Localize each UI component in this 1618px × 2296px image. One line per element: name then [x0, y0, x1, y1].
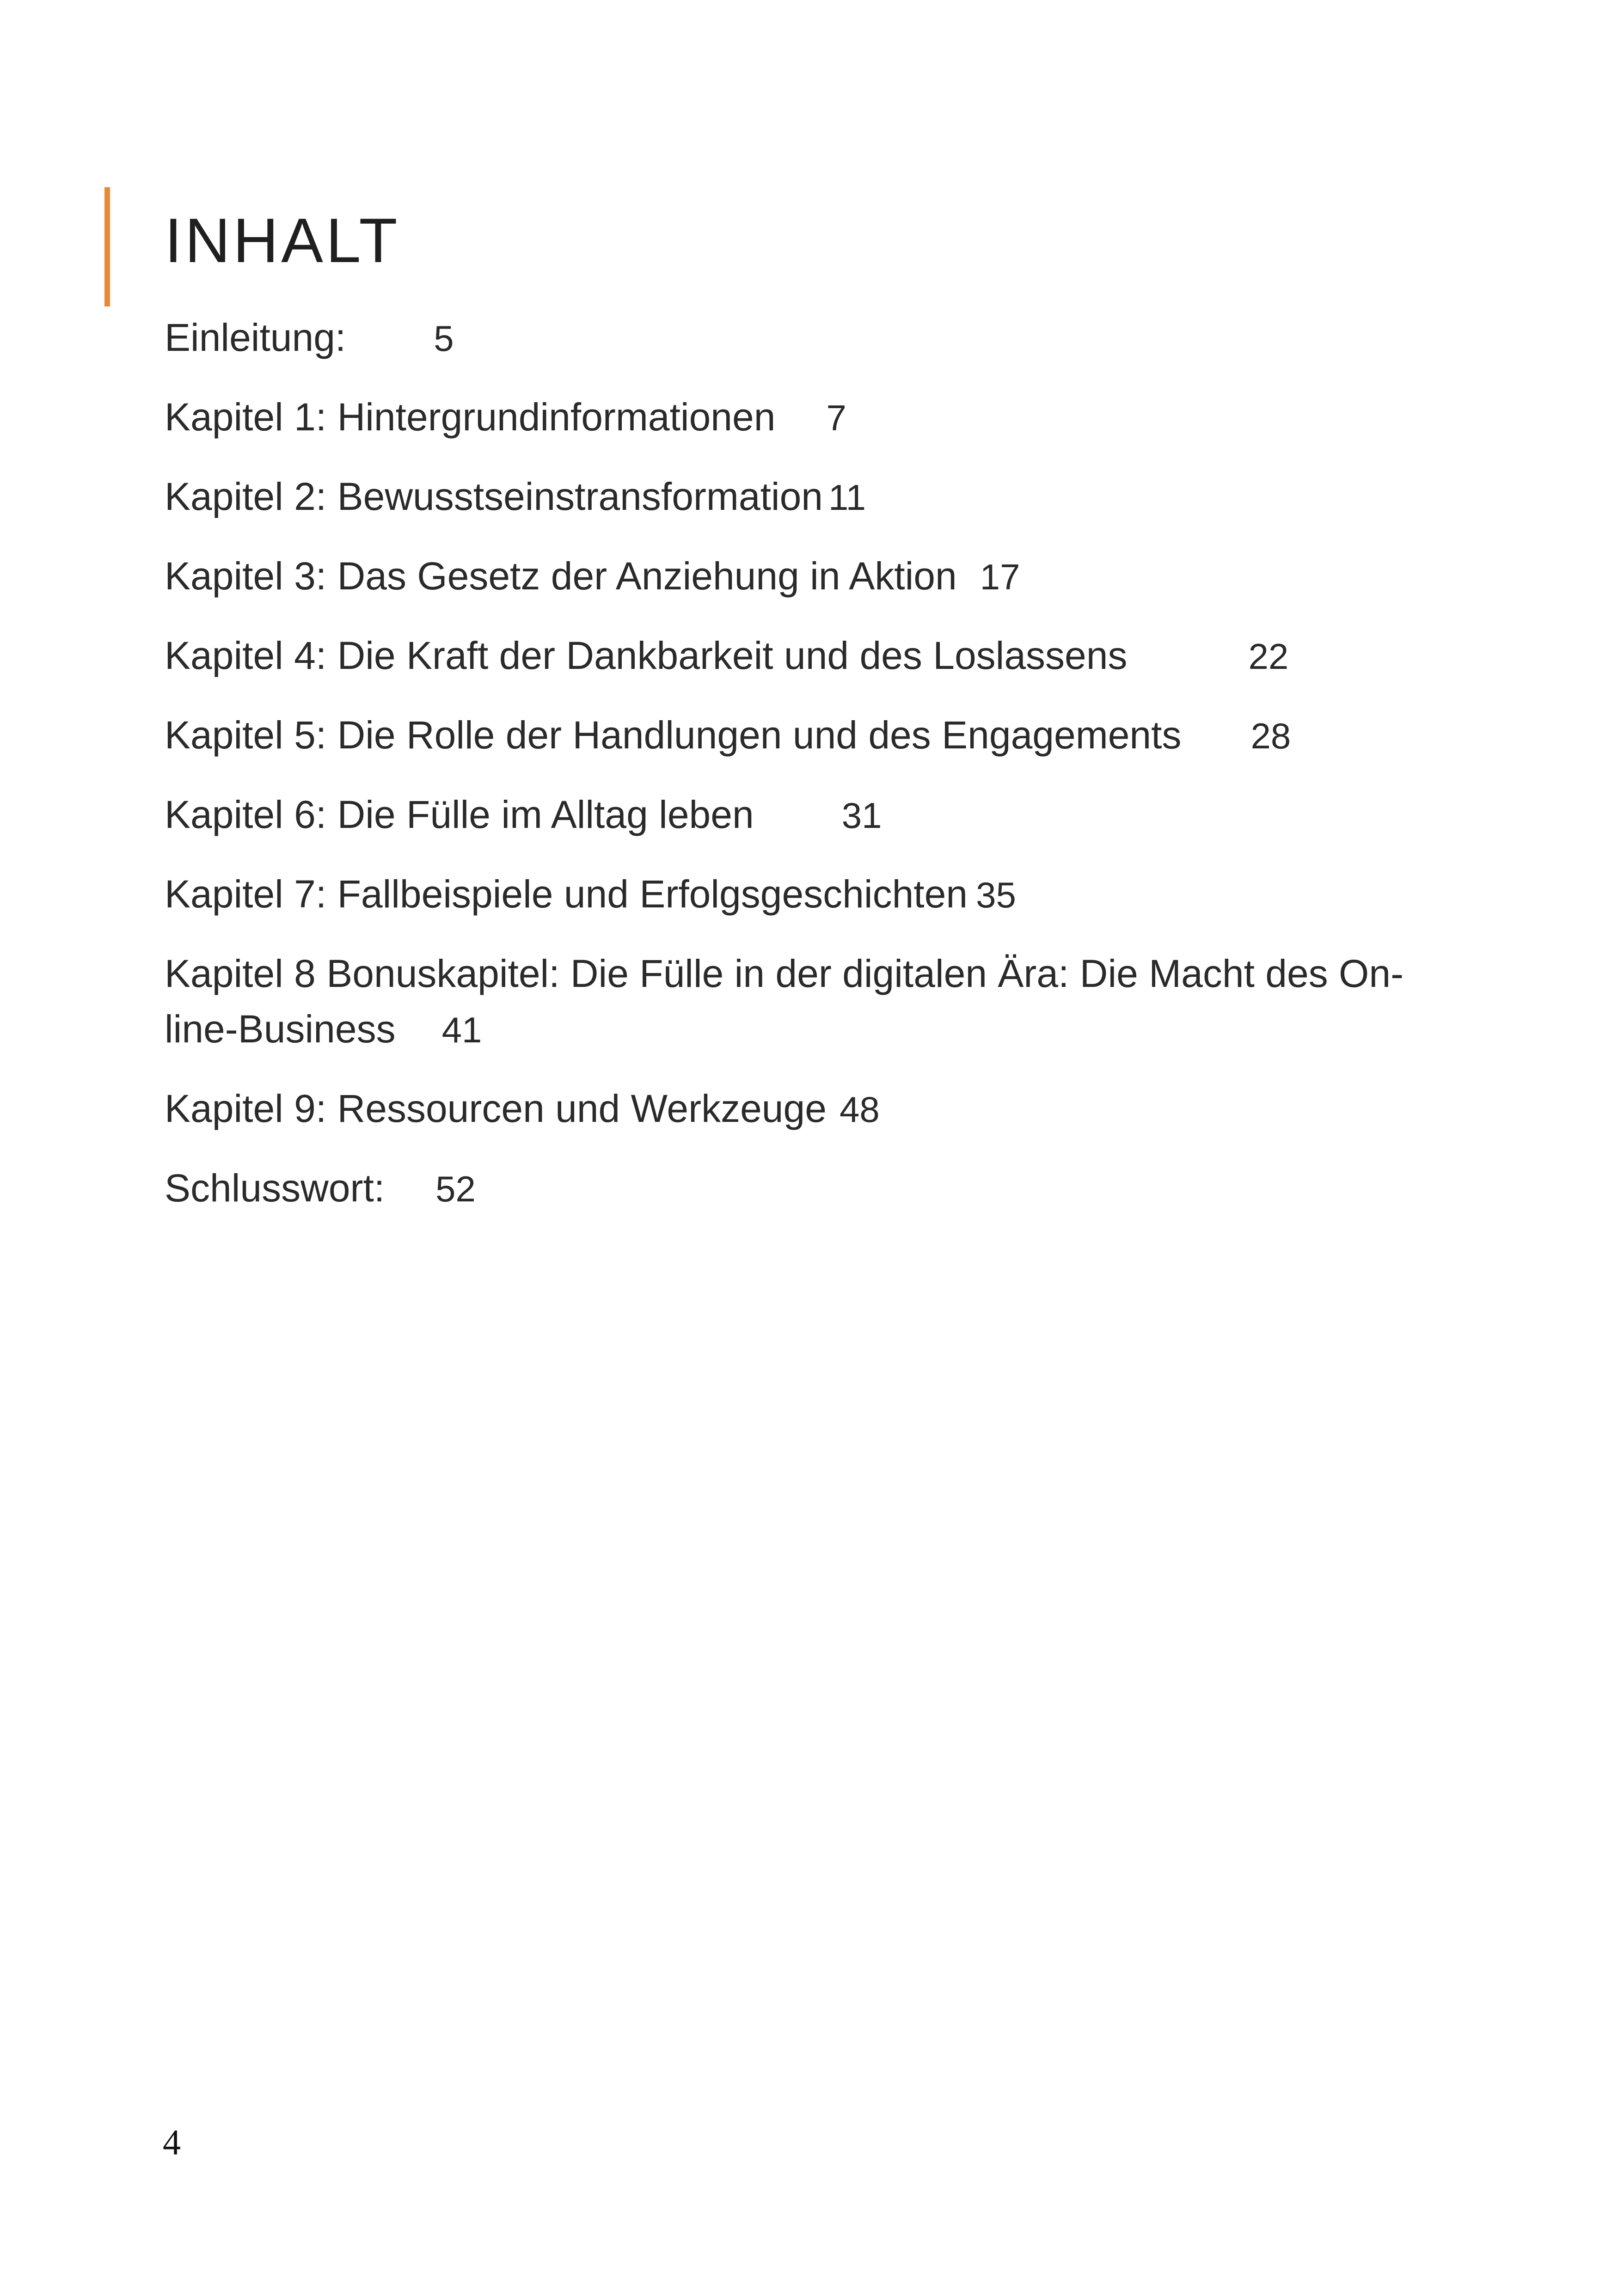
toc-entry-kapitel-8[interactable]: [165, 946, 1440, 1058]
toc-entry-page: 11: [828, 477, 866, 518]
toc-entry-title: Kapitel 7: Fallbeispiele und Erfolgsgeschichten: [165, 872, 968, 916]
toc-entry-page: 31: [841, 795, 882, 836]
toc-entry-title: Schlusswort:: [165, 1166, 385, 1210]
toc-entry-kapitel-3[interactable]: [165, 548, 1440, 605]
toc-entry-kapitel-4[interactable]: [165, 628, 1440, 684]
toc-entry-title: Kapitel 5: Die Rolle der Handlungen und des Engagements: [165, 713, 1182, 757]
toc-entry-page: 22: [1248, 636, 1289, 677]
toc-entry-page: 52: [435, 1169, 476, 1209]
toc-entry-title: Kapitel 9: Ressourcen und Werkzeuge: [165, 1087, 827, 1130]
toc-entry-kapitel-2[interactable]: [165, 469, 1440, 525]
page-number: 4: [163, 2122, 181, 2162]
toc-entry-page: 5: [434, 318, 454, 359]
toc-entry-title-line-2: line-Business: [165, 1007, 396, 1051]
toc-entry-kapitel-9[interactable]: [165, 1081, 1440, 1137]
toc-entry-title: Kapitel 6: Die Fülle im Alltag leben: [165, 793, 754, 836]
toc-entry-title: Einleitung:: [165, 316, 346, 359]
toc-entry-title-line-1: Kapitel 8 Bonuskapitel: Die Fülle in der digitalen Ära: Die Macht des On-: [165, 952, 1404, 995]
toc-entry-title: Kapitel 4: Die Kraft der Dankbarkeit und des Loslassens: [165, 634, 1128, 677]
toc-entry-page: 28: [1250, 716, 1291, 756]
toc-entry-schlusswort[interactable]: [165, 1160, 1440, 1217]
table-of-contents: [165, 310, 1440, 1240]
toc-entry-kapitel-7[interactable]: [165, 866, 1440, 923]
toc-entry-page: 7: [826, 398, 846, 438]
toc-entry-title: Kapitel 2: Bewusstseinstransformation: [165, 475, 823, 518]
toc-entry-page: 35: [976, 875, 1016, 915]
toc-entry-page: 48: [839, 1089, 880, 1130]
toc-entry-kapitel-5[interactable]: [165, 707, 1440, 764]
toc-entry-einleitung[interactable]: [165, 310, 1440, 366]
toc-heading: INHALT: [165, 205, 400, 276]
toc-entry-kapitel-1[interactable]: [165, 389, 1440, 446]
toc-entry-title: Kapitel 1: Hintergrundinformationen: [165, 395, 776, 439]
toc-entry-title: Kapitel 3: Das Gesetz der Anziehung in Aktion: [165, 554, 957, 598]
toc-entry-kapitel-6[interactable]: [165, 787, 1440, 843]
toc-entry-page: 41: [441, 1010, 482, 1050]
heading-accent-bar: [104, 187, 110, 306]
toc-entry-page: 17: [980, 557, 1020, 597]
